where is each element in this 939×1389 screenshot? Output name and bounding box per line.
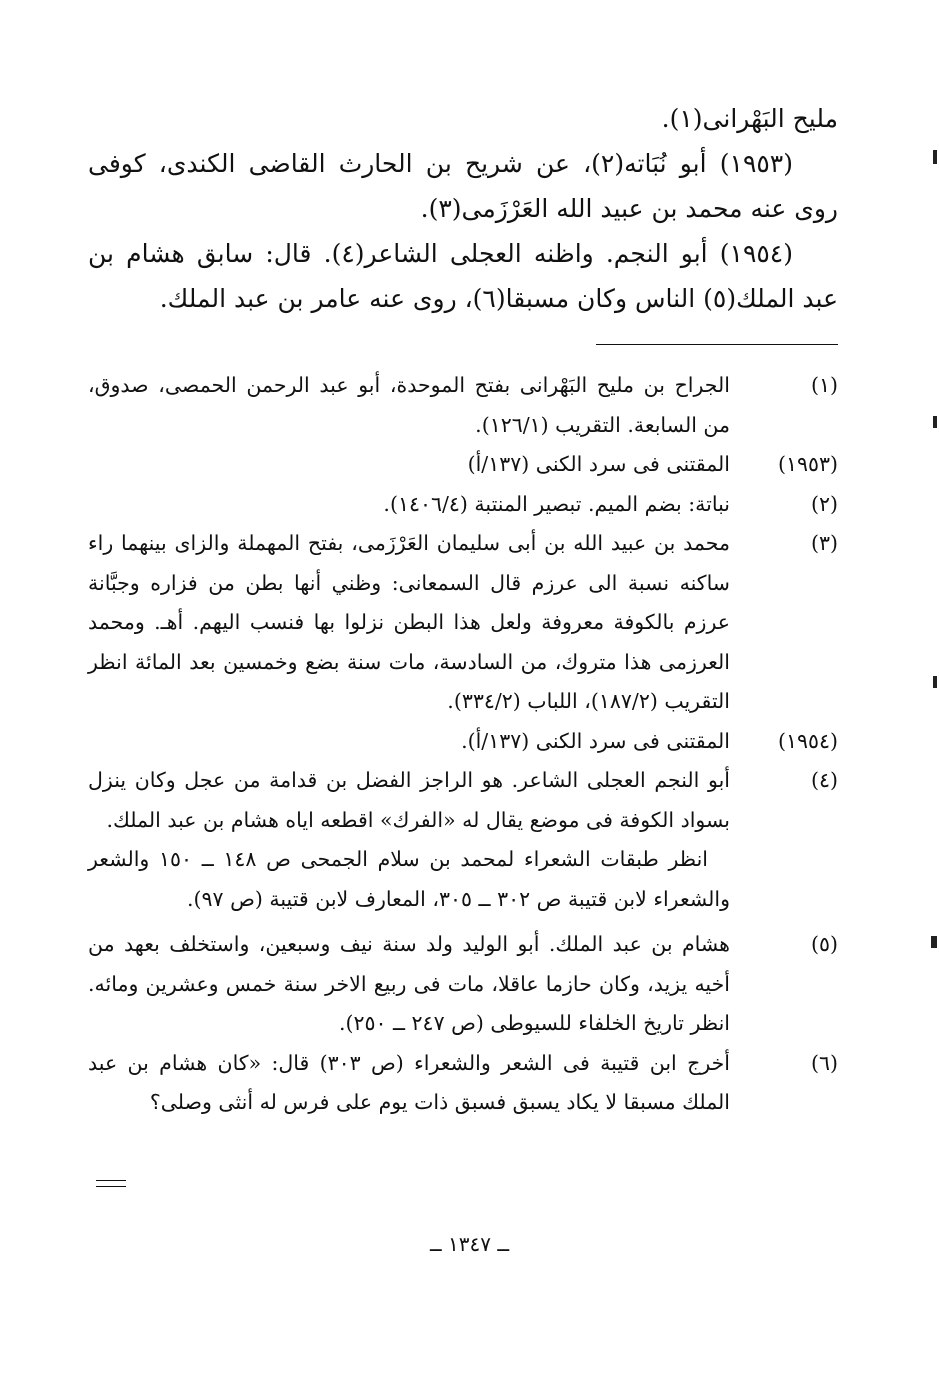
- footnote-1953: [88, 445, 838, 485]
- margin-speck: [933, 676, 937, 688]
- footnote-divider: [596, 344, 838, 345]
- main-entry-1953: (١٩٥٣) أبو نُبَاته(٢)، عن شريح بن الحارث القاضى الكندى، كوفى روى عنه محمد بن عبيد الله العَرْزَمى(٣).: [88, 149, 838, 223]
- margin-speck: [931, 936, 937, 948]
- footnote-text: المقتنى فى سرد الكنى (١٣٧/أ).: [461, 728, 730, 753]
- footnote-number: (١٩٥٣): [777, 452, 838, 476]
- margin-speck: [933, 416, 937, 428]
- footnote-2: [88, 485, 838, 525]
- footnote-number: (٤): [810, 768, 838, 792]
- footnote-number: (٣): [810, 531, 838, 555]
- footnote-4: [88, 761, 838, 919]
- footnote-number: (١٩٥٤): [777, 728, 838, 753]
- footnote-text: المقتنى فى سرد الكنى (١٣٧/أ): [467, 452, 730, 476]
- footnote-6: [88, 1044, 838, 1123]
- footnote-number: (٦): [810, 1050, 838, 1075]
- page-number: ــ ١٣٤٧ ــ: [429, 1232, 510, 1256]
- footnote-3: [88, 524, 838, 722]
- footnote-text: محمد بن عبيد الله بن أبى سليمان العَرْزَمى، بفتح المهملة والزاى بينهما راء ساكنه نسبة الى عرزم قال السمعانى: وظني أنها بطن من فزاره وجبَّانة عرزم بالكوفة معروفة ولعل هذا البطن نزلوا بها فنسب اليهم. أهـ. ومحمد العرزمى هذا متروك، من السادسة، مات سنة بضع وخمسين بعد المائة انظر التقريب (١٨٧/٢)، اللباب (٣٣٤/٢).: [88, 531, 730, 713]
- footnote-text: نباتة: بضم الميم. تبصير المنتبة (١٤٠٦/٤).: [383, 491, 730, 516]
- footnote-number: (٥): [810, 932, 838, 956]
- margin-speck: [933, 150, 937, 164]
- footnote-1954: [88, 722, 838, 762]
- main-paragraph-continuation: مليح البَهْرانى(١).: [661, 104, 838, 133]
- footnote-1: [88, 366, 838, 445]
- main-entry-1954: (١٩٥٤) أبو النجم. واظنه العجلى الشاعر(٤). قال: سابق هشام بن عبد الملك(٥) الناس وكان مسبقا(٦)، روى عنه عامر بن عبد الملك.: [88, 239, 838, 313]
- footnote-number: (٢): [810, 491, 838, 516]
- footnotes: [88, 366, 838, 1123]
- footnote-text: هشام بن عبد الملك. أبو الوليد ولد سنة نيف وسبعين، واستخلف بعهد من أخيه يزيد، وكان حازما عاقلا، مات فى ربيع الاخر سنة خمس وعشرين ومائه. انظر تاريخ الخلفاء للسيوطى (ص ٢٤٧ ــ ٢٥٠).: [88, 932, 730, 1035]
- footnote-text: الجراح بن مليح البَهْرانى بفتح الموحدة، أبو عبد الرحمن الحمصى، صدوق، من السابعة. التقريب (١٢٦/١).: [88, 373, 730, 437]
- footnote-5: [88, 925, 838, 1044]
- continuation-double-rule: [96, 1180, 126, 1187]
- footnote-text: أبو النجم العجلى الشاعر. هو الراجز الفضل بن قدامة من عجل وكان ينزل بسواد الكوفة فى موضع يقال له «الفرك» اقطعه اياه هشام بن عبد الملك.: [88, 768, 730, 832]
- footnote-text: أخرج ابن قتيبة فى الشعر والشعراء (ص ٣٠٣) قال: «كان هشام بن عبد الملك مسبقا لا يكاد يسبق فسبق ذات يوم على فرس له أنثى وصلى؟: [88, 1050, 730, 1114]
- main-text: [88, 96, 838, 321]
- footnote-number: (١): [810, 373, 838, 397]
- footnote-text-references: انظر طبقات الشعراء لمحمد بن سلام الجمحى ص ١٤٨ ــ ١٥٠ والشعر والشعراء لابن قتيبة ص ٣٠٢ ــ ٣٠٥، المعارف لابن قتيبة (ص ٩٧).: [88, 847, 730, 911]
